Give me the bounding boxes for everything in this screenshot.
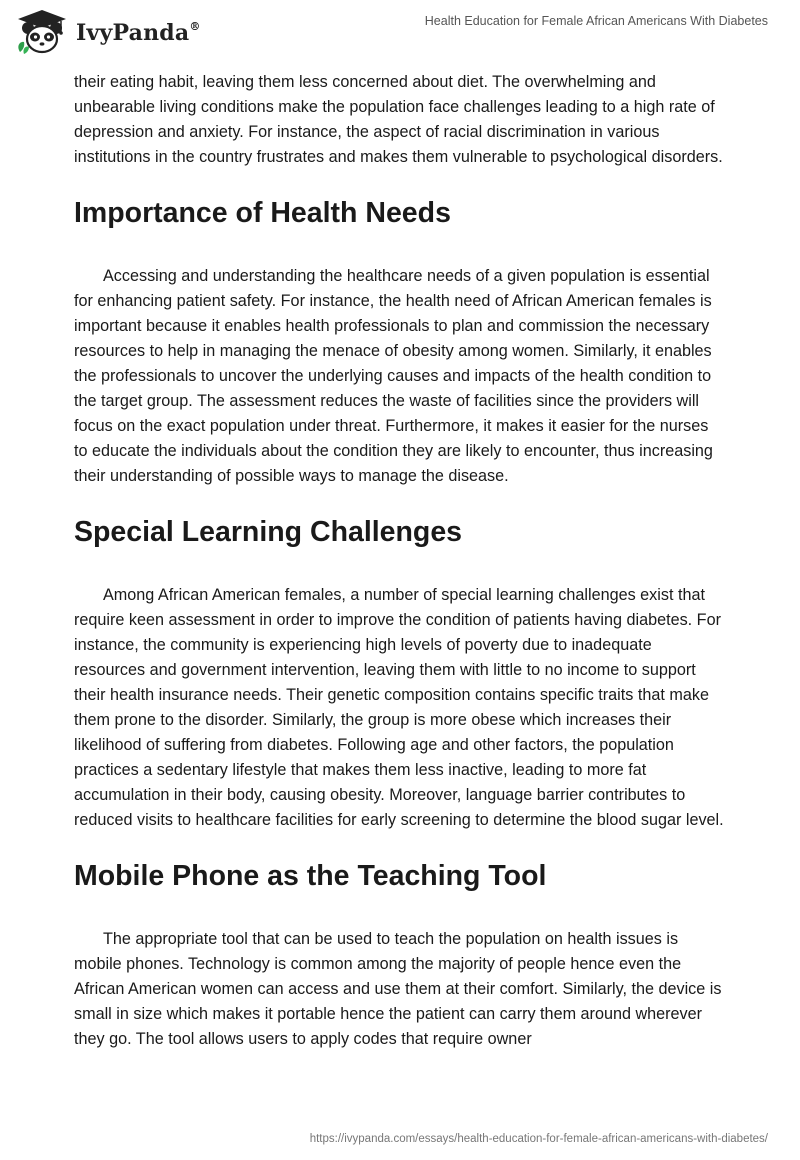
- intro-paragraph: their eating habit, leaving them less concerned about diet. The overwhelming and unbearable living conditions make the population face challenges leading to a high rate of depression and anxiety. For instance, the aspect of racial discrimination in various institutions in the country frustrates and makes them vulnerable to psychological disorders.: [74, 73, 723, 166]
- essay-content: [74, 70, 726, 1052]
- section-heading: Special Learning Challenges: [74, 516, 463, 548]
- section-paragraph: Among African American females, a number of special learning challenges exist that require keen assessment in order to improve the condition of patients having diabetes. For instance, the community is experiencing high levels of poverty due to inadequate resources and government intervention, leaving them with little to no income to support their health insurance needs. Their genetic composition contains specific traits that make them prone to the disorder. Similarly, the group is more obese which increases their likelihood of suffering from diabetes. Following age and other factors, the population practices a sedentary lifestyle that makes them less inactive, leading to more fat accumulation in their body, causing obesity. Moreover, language barrier contributes to reduced visits to healthcare facilities for early screening to determine the blood sugar level.: [74, 586, 724, 829]
- panda-graduate-icon: [14, 8, 70, 56]
- section-heading: Importance of Health Needs: [74, 197, 451, 229]
- source-url-link[interactable]: https://ivypanda.com/essays/health-education-for-female-african-americans-with-diabetes/: [309, 1133, 768, 1145]
- logo-text: IvyPanda®: [76, 19, 201, 46]
- section-paragraph: The appropriate tool that can be used to teach the population on health issues is mobile phones. Technology is common among the majority of people hence even the African American women can access and use them at their comfort. Similarly, the device is small in size which makes it portable hence the patient can carry them around wherever they go. The tool allows users to apply codes that require owner: [74, 930, 722, 1048]
- document-title: Health Education for Female African Americans With Diabetes: [424, 14, 768, 28]
- page-header: [0, 0, 800, 64]
- ivypanda-logo[interactable]: [14, 8, 201, 56]
- section-heading: Mobile Phone as the Teaching Tool: [74, 860, 547, 892]
- section-paragraph: Accessing and understanding the healthcare needs of a given population is essential for enhancing patient safety. For instance, the health need of African American females is important because it enables health professionals to plan and commission the necessary resources to help in managing the menace of obesity among women. Similarly, it enables the professionals to uncover the underlying causes and impacts of the health condition to the target group. The assessment reduces the waste of facilities since the providers will focus on the exact population under threat. Furthermore, it makes it easier for the nurses to educate the individuals about the condition they are likely to encounter, thus increasing their understanding of possible ways to manage the disease.: [74, 267, 713, 485]
